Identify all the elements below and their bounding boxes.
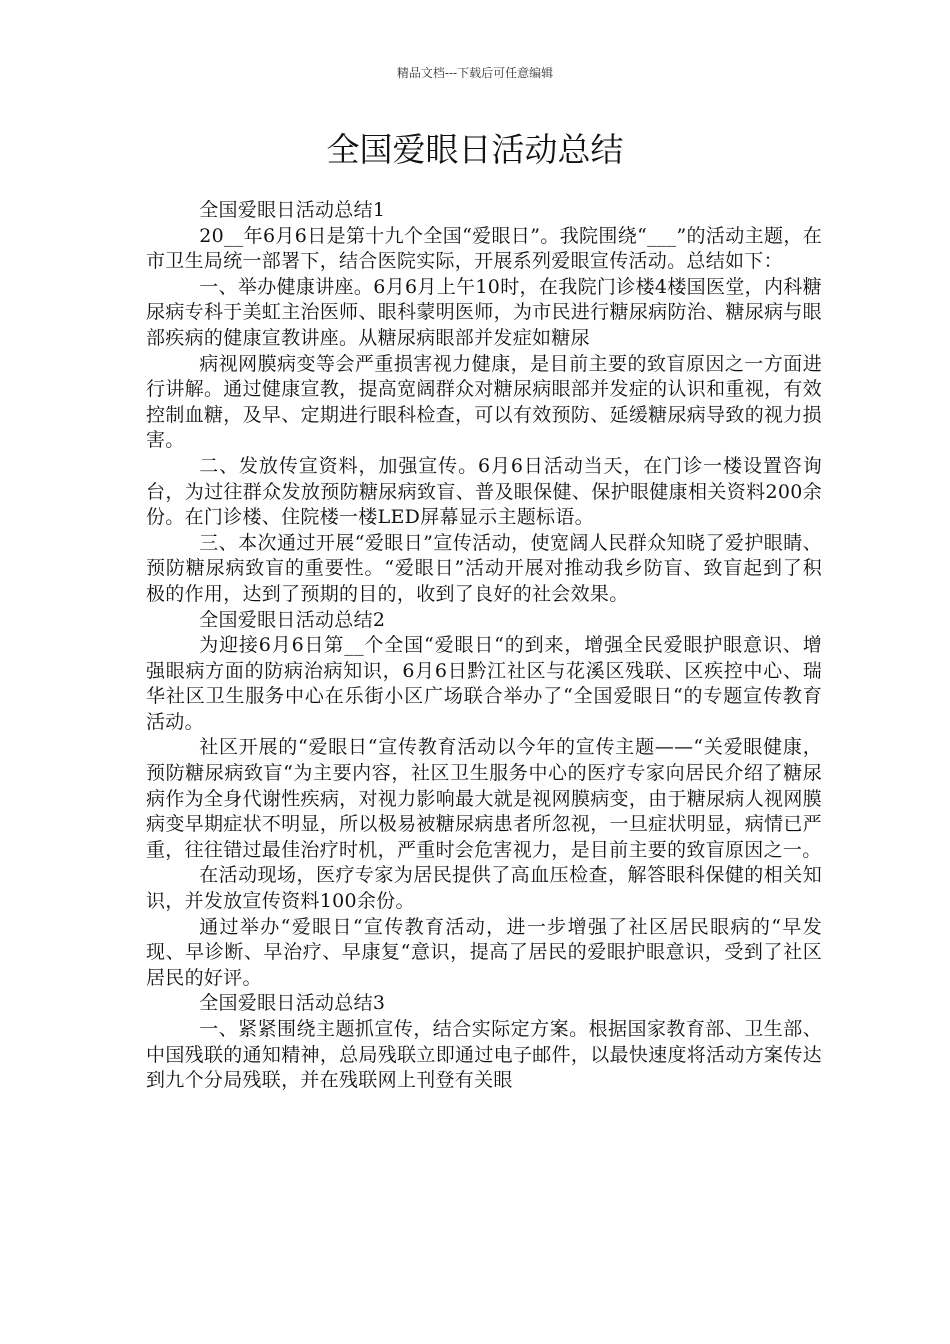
- paragraph: 社区开展的“爱眼日“宣传教育活动以今年的宣传主题——“关爱眼健康，预防糖尿病致盲“为主要内容，社区卫生服务中心的医疗专家向居民介绍了糖尿病作为全身代谢性疾病，对视力影响最大就是视网膜病变，由于糖尿病人视网膜病变早期症状不明显，所以极易被糖尿病患者所忽视，一旦症状明显，病情已严重，往往错过最佳治疗时机，严重时会危害视力，是目前主要的致盲原因之一。: [146, 736, 822, 861]
- paragraph: 20__年6月6日是第十九个全国“爱眼日”。我院围绕“___”的活动主题，在市卫生局统一部署下，结合医院实际，开展系列爱眼宣传活动。总结如下：: [146, 224, 822, 273]
- section-heading-1: 全国爱眼日活动总结1: [199, 199, 386, 221]
- section-heading-2: 全国爱眼日活动总结2: [199, 608, 386, 631]
- paragraph: 一、举办健康讲座。6月6月上午10时，在我院门诊楼4楼国医堂，内科糖尿病专科于美虹主治医师、眼科蒙明医师，为市民进行糖尿病防治、糖尿病与眼部疾病的健康宣教讲座。从糖尿病眼部并发症如糖尿: [146, 275, 822, 349]
- paragraph: 一、紧紧围绕主题抓宣传，结合实际定方案。根据国家教育部、卫生部、中国残联的通知精神，总局残联立即通过电子邮件，以最快速度将活动方案传达到九个分局残联，并在残联网上刊登有关眼: [146, 1018, 822, 1092]
- paragraph: 病视网膜病变等会严重损害视力健康，是目前主要的致盲原因之一方面进行讲解。通过健康宣教，提高宽阔群众对糖尿病眼部并发症的认识和重视，有效控制血糖，及早、定期进行眼科检查，可以有效预防、延缓糖尿病导致的视力损害。: [146, 352, 822, 452]
- paragraph: 二、发放传宣资料，加强宣传。6月6日活动当天，在门诊一楼设置咨询台，为过往群众发放预防糖尿病致盲、普及眼保健、保护眼健康相关资料200余份。在门诊楼、住院楼一楼LED屏幕显示主题标语。: [146, 454, 822, 529]
- header-note: 精品文档---下载后可任意编辑: [396, 66, 554, 80]
- document-body: [146, 198, 822, 1094]
- paragraph: 为迎接6月6日第__个全国“爱眼日“的到来，增强全民爱眼护眼意识、增强眼病方面的防病治病知识，6月6日黔江社区与花溪区残联、区疾控中心、瑞华社区卫生服务中心在乐街小区广场联合举办了“全国爱眼日“的专题宣传教育活动。: [146, 634, 822, 733]
- paragraph: 通过举办“爱眼日“宣传教育活动，进一步增强了社区居民眼病的“早发现、早诊断、早治疗、早康复“意识，提高了居民的爱眼护眼意识，受到了社区居民的好评。: [146, 915, 822, 989]
- paragraph: 三、本次通过开展“爱眼日”宣传活动，使宽阔人民群众知晓了爱护眼睛、预防糖尿病致盲的重要性。“爱眼日”活动开展对推动我乡防盲、致盲起到了积极的作用，达到了预期的目的，收到了良好的社会效果。: [146, 531, 822, 605]
- section-heading-3: 全国爱眼日活动总结3: [199, 992, 386, 1015]
- document-title: 全国爱眼日活动总结: [326, 130, 624, 169]
- paragraph: 在活动现场，医疗专家为居民提供了高血压检查，解答眼科保健的相关知识，并发放宣传资料100余份。: [146, 864, 822, 913]
